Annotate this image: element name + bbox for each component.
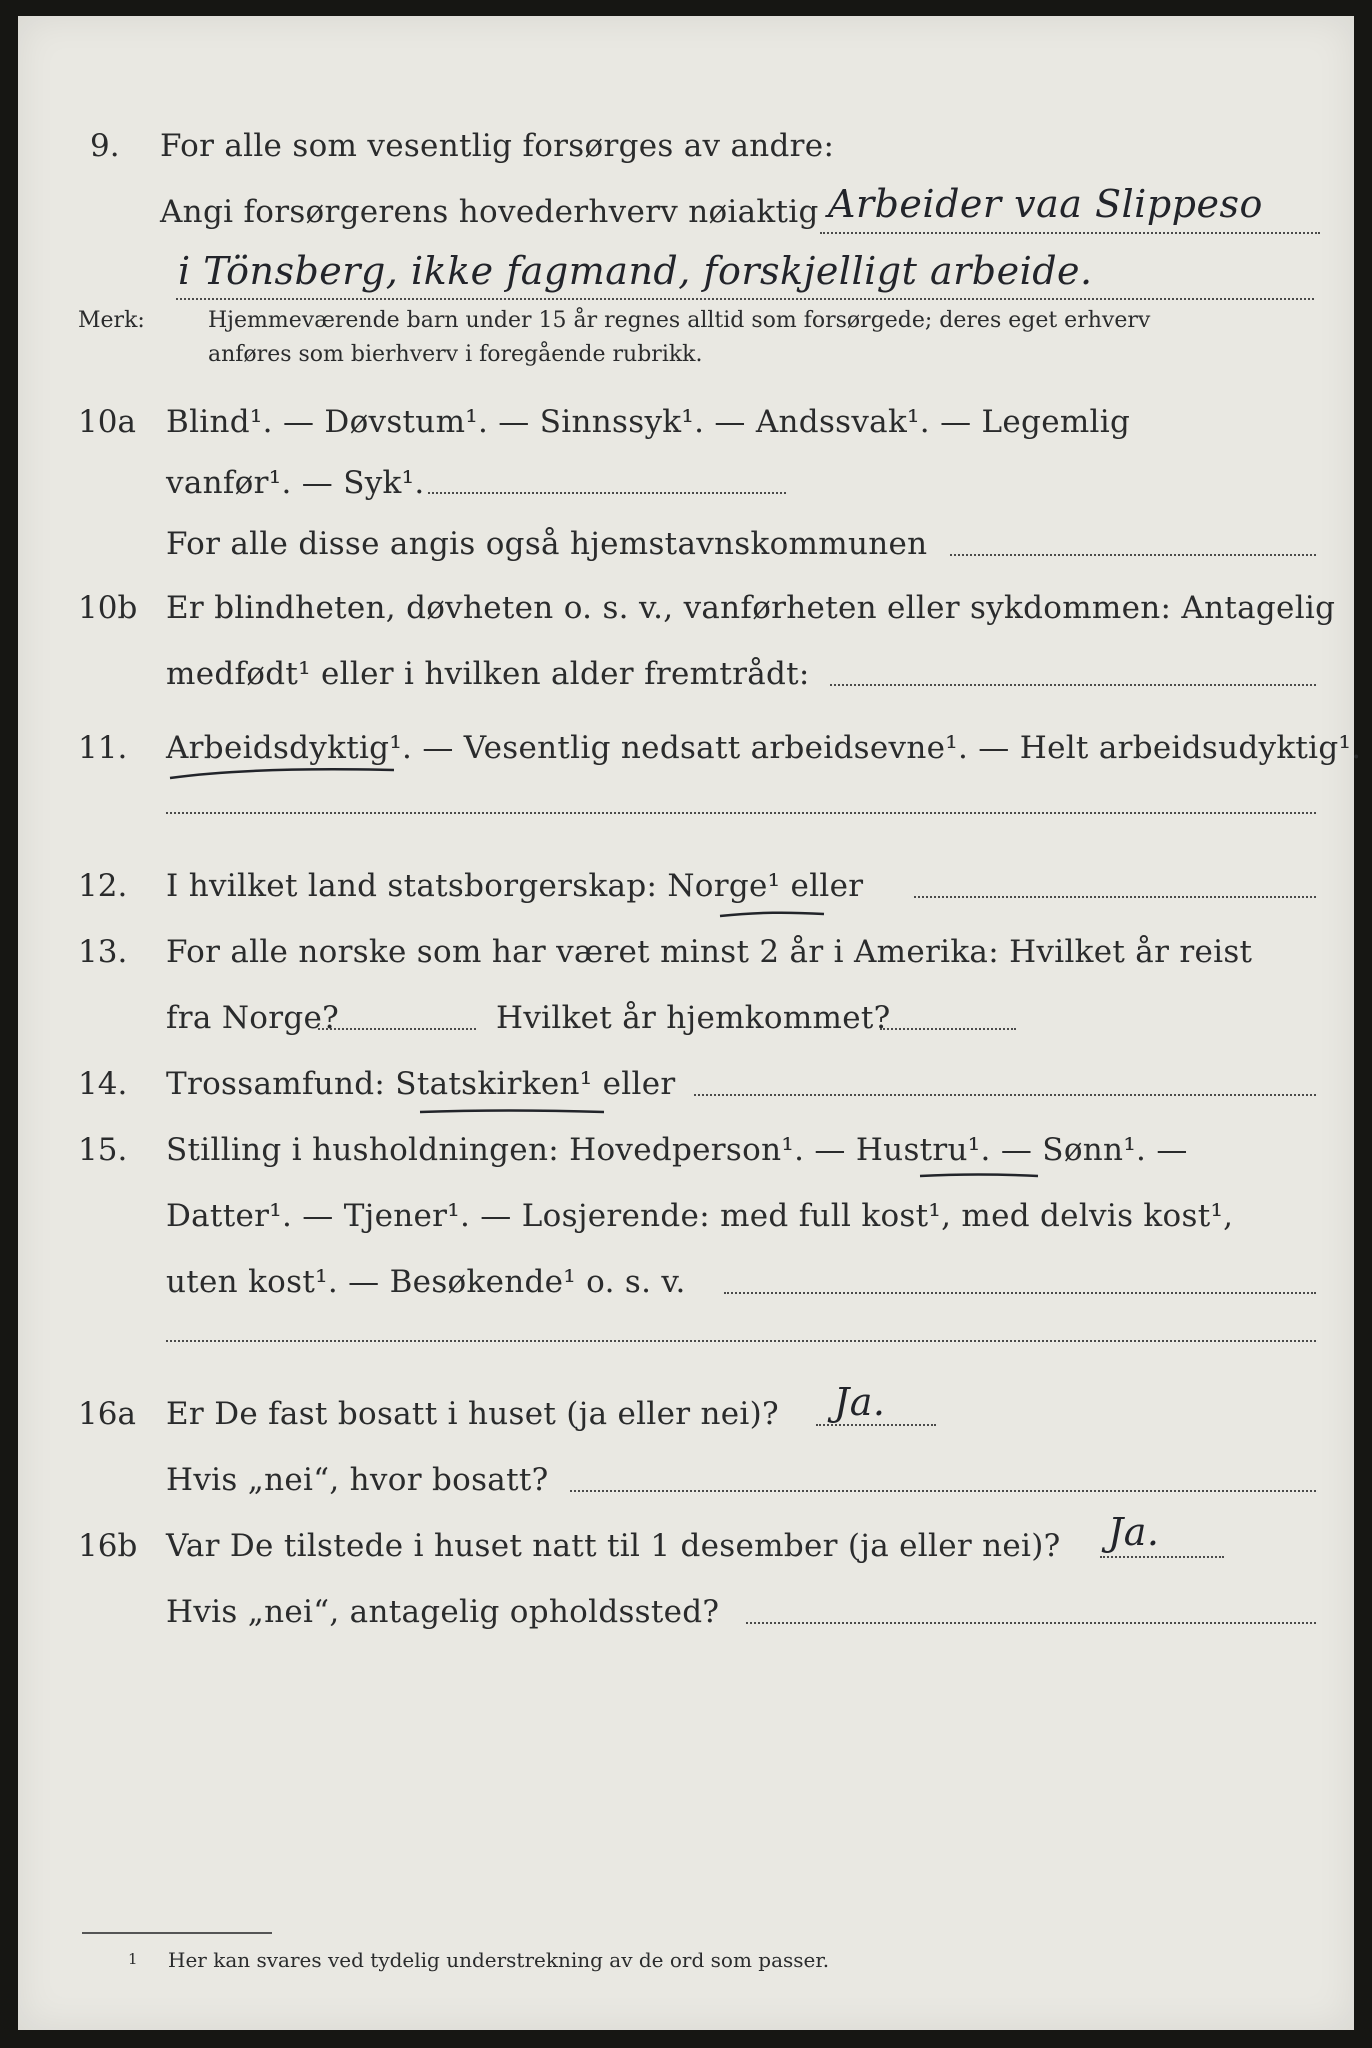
q16b-line2: Hvis „nei“, antagelig opholdssted? (166, 1594, 720, 1630)
q14-handwritten-underline (418, 1104, 608, 1124)
q12-number: 12. (78, 868, 128, 904)
q15-dots (724, 1292, 1316, 1294)
q14-number: 14. (78, 1066, 128, 1102)
q15-line1: Stilling i husholdningen: Hovedperson¹. — Hustru¹. — Sønn¹. — (166, 1132, 1188, 1168)
q10b-line2: medfødt¹ eller i hvilken alder fremtrådt: (166, 656, 810, 692)
q10a-number: 10a (78, 404, 136, 440)
q16b-number: 16b (78, 1528, 138, 1564)
q15-line3: uten kost¹. — Besøkende¹ o. s. v. (166, 1264, 686, 1300)
q11-dots (166, 812, 1316, 814)
q12-dots (914, 896, 1316, 898)
q12-line1: I hvilket land statsborgerskap: Norge¹ eller (166, 868, 864, 904)
q9-title: For alle som vesentlig forsørges av andre: (160, 128, 835, 164)
q16b-dots (1100, 1556, 1224, 1558)
q16a-dots-bosatt (570, 1490, 1316, 1492)
merk-line2: anføres som bierhverv i foregående rubrikk. (208, 342, 703, 367)
q11-line1: Arbeidsdyktig¹. — Vesentlig nedsatt arbeidsevne¹. — Helt arbeidsudyktig¹. (166, 730, 1362, 766)
q16a-line1: Er De fast bosatt i huset (ja eller nei)? (166, 1396, 779, 1432)
footnote-rule (82, 1932, 272, 1934)
q10a-dots-hjemstavn (950, 554, 1316, 556)
q15-line2: Datter¹. — Tjener¹. — Losjerende: med full kost¹, med delvis kost¹, (166, 1198, 1234, 1234)
q14-dots (694, 1094, 1316, 1096)
q14-line1: Trossamfund: Statskirken¹ eller (166, 1066, 676, 1102)
q10a-dots-syk (428, 492, 786, 494)
q9-prompt: Angi forsørgerens hovederhverv nøiaktig (160, 194, 819, 230)
q13-dots-reist (318, 1028, 476, 1030)
q10a-line1: Blind¹. — Døvstum¹. — Sinnssyk¹. — Andssvak¹. — Legemlig (166, 404, 1131, 440)
q13-dots-hjemkommet (880, 1028, 1016, 1030)
census-form-page (18, 16, 1362, 2030)
q15-number: 15. (78, 1132, 128, 1168)
q16b-line1: Var De tilstede i huset natt til 1 desember (ja eller nei)? (166, 1528, 1061, 1564)
footnote-mark: 1 (128, 1950, 138, 1968)
footnote-text: Her kan svares ved tydelig understrekning av de ord som passer. (168, 1948, 830, 1972)
q16b-dots-opholdssted (746, 1622, 1316, 1624)
q10a-line2: vanfør¹. — Syk¹. (166, 465, 425, 501)
q12-handwritten-underline (718, 906, 828, 926)
q16a-number: 16a (78, 1396, 136, 1432)
q13-line2a: fra Norge? (166, 1000, 340, 1036)
q11-number: 11. (78, 730, 128, 766)
q10b-line1: Er blindheten, døvheten o. s. v., vanførheten eller sykdommen: Antagelig (166, 590, 1336, 626)
q16a-answer: Ja. (834, 1380, 886, 1424)
q16a-line2: Hvis „nei“, hvor bosatt? (166, 1462, 549, 1498)
q9-answer-dots-2 (176, 298, 1314, 300)
q9-answer-dots-1 (820, 232, 1320, 234)
q11-handwritten-underline (168, 764, 398, 788)
q13-number: 13. (78, 934, 128, 970)
merk-line1: Hjemmeværende barn under 15 år regnes alltid som forsørgede; deres eget erhverv (208, 308, 1151, 333)
q15-handwritten-underline (918, 1168, 1042, 1188)
q9-answer-line1: Arbeider vaa Slippeso (828, 182, 1263, 226)
merk-label: Merk: (78, 308, 145, 333)
q10b-dots (830, 684, 1316, 686)
q13-line1: For alle norske som har været minst 2 år i Amerika: Hvilket år reist (166, 934, 1253, 970)
q9-answer-line2: i Tönsberg, ikke fagmand, forskjelligt arbeide. (178, 249, 1093, 293)
q9-number: 9. (90, 128, 120, 164)
q10b-number: 10b (78, 590, 138, 626)
q16b-answer: Ja. (1108, 1510, 1160, 1554)
q10a-line3: For alle disse angis også hjemstavnskommunen (166, 526, 928, 562)
q15-extra-dots (166, 1340, 1316, 1342)
q16a-dots (816, 1424, 936, 1426)
q13-line2b: Hvilket år hjemkommet? (496, 1000, 891, 1036)
